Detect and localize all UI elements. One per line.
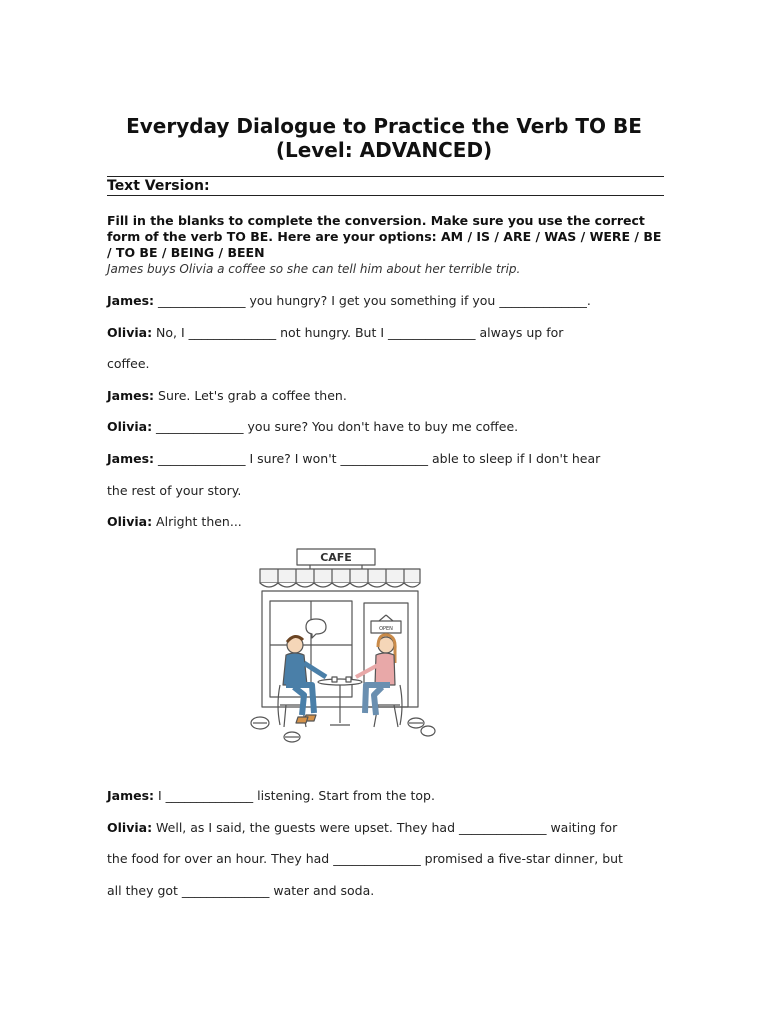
line-text: Alright then... [156, 514, 242, 529]
line-text: coffee. [107, 356, 150, 371]
dialogue-line [107, 356, 677, 372]
woman-shirt [375, 653, 395, 685]
page-title: Everyday Dialogue to Practice the Verb TO BE [126, 114, 642, 138]
speaker: James: [107, 451, 155, 466]
speaker: Olivia: [107, 514, 153, 529]
man-shirt [283, 653, 307, 685]
line-text: No, I ______________ not hungry. But I ______________ always up for [156, 325, 564, 340]
instructions: Fill in the blanks to complete the conversion. Make sure you use the correct form of the verb TO BE. Here are your options: AM / IS / ARE / WAS / WERE / BE / TO BE / BEING / BEEN [107, 213, 662, 260]
dialogue-line [107, 483, 677, 499]
speaker: Olivia: [107, 419, 153, 434]
line-text: ______________ you hungry? I get you something if you ______________. [158, 293, 591, 308]
speaker: James: [107, 293, 155, 308]
dialogue-line [107, 883, 677, 899]
dialogue-line [107, 788, 677, 804]
section-heading-label: Text Version: [107, 178, 210, 194]
awning [260, 569, 420, 583]
dialogue-line [107, 293, 677, 309]
scene-note: James buys Olivia a coffee so she can tell him about her terrible trip. [107, 262, 521, 276]
line-text: the rest of your story. [107, 483, 242, 498]
line-text: Sure. Let's grab a coffee then. [158, 388, 347, 403]
cafe-sign-text: CAFE [320, 551, 352, 564]
line-text: all they got ______________ water and soda. [107, 883, 375, 898]
line-text: the food for over an hour. They had ______________ promised a five-star dinner, but [107, 851, 623, 866]
speaker: James: [107, 388, 155, 403]
open-sign-text: OPEN [379, 626, 393, 632]
speaker: James: [107, 788, 155, 803]
speaker: Olivia: [107, 325, 153, 340]
cafe-illustration [240, 545, 440, 745]
dialogue-line [107, 325, 677, 341]
line-text: Well, as I said, the guests were upset. They had ______________ waiting for [156, 820, 618, 835]
line-text: I ______________ listening. Start from the top. [158, 788, 435, 803]
dialogue-line [107, 451, 677, 467]
dialogue-line [107, 851, 677, 867]
line-text: ______________ I sure? I won't ______________ able to sleep if I don't hear [158, 451, 601, 466]
section-heading [107, 176, 664, 196]
dialogue-line [107, 820, 677, 836]
coffee-bean [421, 726, 435, 736]
page-subtitle-level: (Level: ADVANCED) [275, 138, 493, 162]
speaker: Olivia: [107, 820, 153, 835]
line-text: ______________ you sure? You don't have to buy me coffee. [156, 419, 519, 434]
dialogue-line [107, 514, 677, 530]
dialogue-line [107, 419, 677, 435]
dialogue-line [107, 388, 677, 404]
